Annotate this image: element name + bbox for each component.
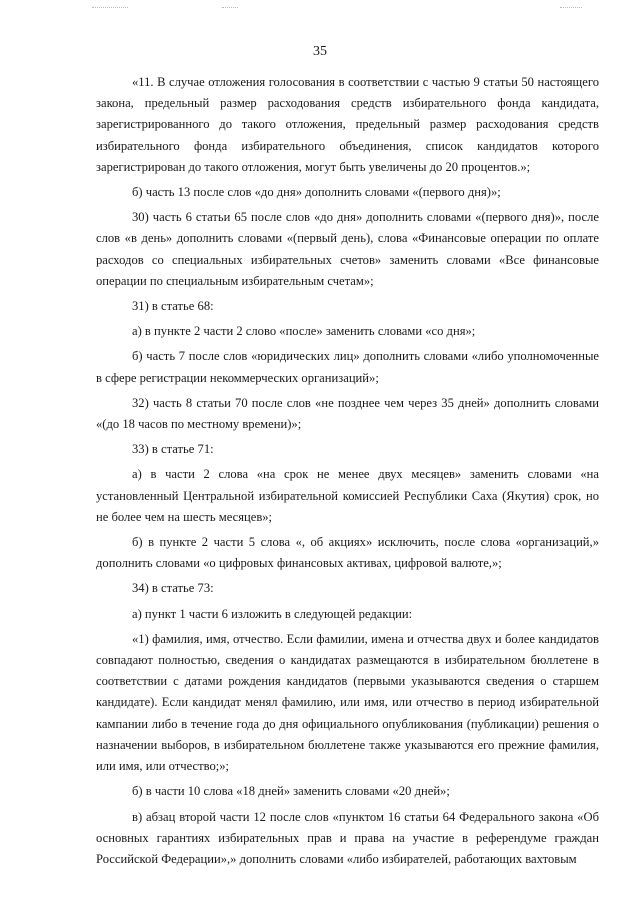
paragraph: «11. В случае отложения голосования в соответствии с частью 9 статьи 50 настоящего закона, предельный размер расходования средств избирательного фонда кандидата, зарегистрированного до такого отложения, предельный размер расходования средств избирательного фонда избирательного объединения, список кандидатов которого зарегистрирован до такого отложения, могут быть увеличены до 20 процентов.»; [96,75,599,174]
paragraph: б) в пункте 2 части 5 слова «, об акциях» исключить, после слова «организаций,» дополнить словами «о цифровых финансовых активах, цифровой валюте,»; [96,535,599,571]
paragraph: а) в части 2 слова «на срок не менее двух месяцев» заменить словами «на установленный Центральной избирательной комиссией Республики Саха (Якутия) срок, но не более чем на шесть месяцев»; [96,467,599,524]
paragraph: 31) в статье 68: [132,299,214,314]
scan-artifact [92,7,128,9]
paragraph: «1) фамилия, имя, отчество. Если фамилии, имена и отчества двух и более кандидатов совпадают полностью, сведения о кандидатах размещаются в избирательном бюллетене в соответствии с датами рождения кандидатов (первыми указываются сведения о старшем кандидате). Если кандидат менял фамилию, или имя, или отчество в период избирательной кампании либо в течение года до дня официального опубликования (публикации) решения о назначении выборов, в избирательном бюллетене также указываются его прежние фамилия, или имя, или отчество;»; [96,631,599,774]
page-number: 35 [313,44,327,59]
scan-artifact [222,7,238,9]
document-body [96,72,599,874]
paragraph: а) пункт 1 части 6 изложить в следующей редакции: [132,606,413,621]
paragraph: 33) в статье 71: [132,442,214,457]
paragraph: б) в части 10 слова «18 дней» заменить словами «20 дней»; [132,784,450,799]
paragraph: в) абзац второй части 12 после слов «пунктом 16 статьи 64 Федерального закона «Об основных гарантиях избирательных прав и права на участие в референдуме граждан Российской Федерации»,» дополнить словами «либо избирателей, работающих вахтовым [96,809,599,866]
paragraph: б) часть 7 после слов «юридических лиц» дополнить словами «либо уполномоченные в сфере регистрации некоммерческих организаций»; [96,349,599,385]
paragraph: а) в пункте 2 части 2 слово «после» заменить словами «со дня»; [132,324,476,339]
scan-artifact [560,7,582,9]
paragraph: 34) в статье 73: [132,581,214,596]
paragraph: 30) часть 6 статьи 65 после слов «до дня» дополнить словами «(первого дня)», после слов «в день» дополнить словами «(первый день), слова «Финансовые операции по оплате расходов со специальных избирательных счетов» заменить словами «Все финансовые операции по специальным избирательным счетам»; [96,210,599,288]
paragraph: б) часть 13 после слов «до дня» дополнить словами «(первого дня)»; [132,185,501,200]
paragraph: 32) часть 8 статьи 70 после слов «не позднее чем через 35 дней» дополнить словами «(до 18 часов по местному времени)»; [96,395,599,432]
